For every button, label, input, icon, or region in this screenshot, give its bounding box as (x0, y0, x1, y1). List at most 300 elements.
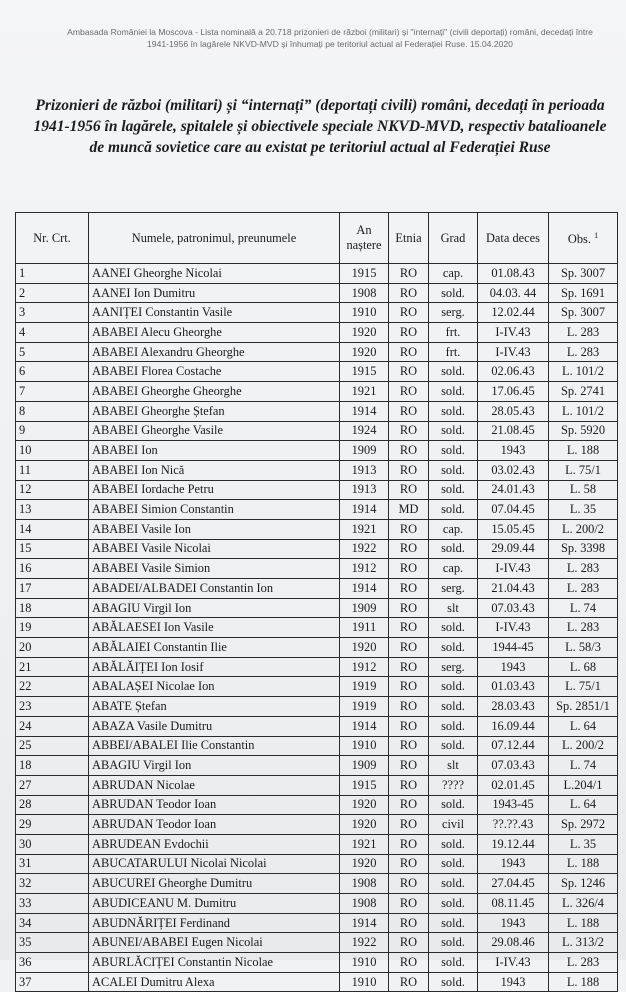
cell-nr: 22 (16, 677, 89, 697)
cell-nr: 30 (16, 834, 89, 854)
cell-rank: serg. (429, 303, 478, 323)
cell-rank: sold. (429, 539, 478, 559)
cell-obs: L. 188 (549, 854, 618, 874)
cell-date: 04.03. 44 (478, 283, 549, 303)
cell-obs: L. 313/2 (549, 933, 618, 953)
cell-year: 1920 (340, 815, 389, 835)
table-row (16, 500, 618, 520)
cell-ethnicity: RO (389, 913, 429, 933)
cell-name: ABADEI/ALBADEI Constantin Ion (89, 579, 340, 599)
cell-year: 1920 (340, 638, 389, 658)
cell-obs: L. 64 (549, 716, 618, 736)
cell-ethnicity: MD (389, 500, 429, 520)
cell-date: 01.08.43 (478, 264, 549, 284)
cell-obs: L. 101/2 (549, 401, 618, 421)
cell-rank: cap. (429, 559, 478, 579)
cell-year: 1922 (340, 539, 389, 559)
cell-year: 1920 (340, 795, 389, 815)
cell-rank: sold. (429, 480, 478, 500)
cell-obs: Sp. 3007 (549, 303, 618, 323)
cell-rank: sold. (429, 834, 478, 854)
cell-nr: 11 (16, 460, 89, 480)
table-row (16, 854, 618, 874)
cell-date: 21.04.43 (478, 579, 549, 599)
cell-year: 1912 (340, 657, 389, 677)
cell-name: ABUNEI/ABABEI Eugen Nicolai (89, 933, 340, 953)
cell-obs: L. 75/1 (549, 460, 618, 480)
table-row (16, 382, 618, 402)
cell-date: I-IV.43 (478, 559, 549, 579)
cell-ethnicity: RO (389, 618, 429, 638)
cell-ethnicity: RO (389, 933, 429, 953)
cell-rank: sold. (429, 736, 478, 756)
cell-year: 1914 (340, 716, 389, 736)
cell-ethnicity: RO (389, 441, 429, 461)
cell-name: ABABEI Simion Constantin (89, 500, 340, 520)
cell-date: 12.02.44 (478, 303, 549, 323)
cell-date: 19.12.44 (478, 834, 549, 854)
cell-obs: L. 58 (549, 480, 618, 500)
cell-name: ABABEI Alexandru Gheorghe (89, 342, 340, 362)
cell-ethnicity: RO (389, 382, 429, 402)
cell-obs: Sp. 3398 (549, 539, 618, 559)
cell-year: 1919 (340, 697, 389, 717)
cell-name: ABABEI Florea Costache (89, 362, 340, 382)
cell-obs: L. 74 (549, 598, 618, 618)
cell-year: 1915 (340, 775, 389, 795)
col-header-nr: Nr. Crt. (16, 213, 89, 264)
cell-obs: L. 188 (549, 441, 618, 461)
table-row (16, 953, 618, 973)
cell-nr: 21 (16, 657, 89, 677)
cell-date: 03.02.43 (478, 460, 549, 480)
cell-name: ABABEI Vasile Nicolai (89, 539, 340, 559)
cell-year: 1920 (340, 323, 389, 343)
cell-rank: sold. (429, 933, 478, 953)
table-row (16, 480, 618, 500)
cell-year: 1908 (340, 283, 389, 303)
table-row (16, 618, 618, 638)
cell-ethnicity: RO (389, 894, 429, 914)
cell-ethnicity: RO (389, 421, 429, 441)
table-row (16, 815, 618, 835)
cell-name: ABĂLAIEI Constantin Ilie (89, 638, 340, 658)
col-header-rank: Grad (429, 213, 478, 264)
cell-ethnicity: RO (389, 303, 429, 323)
cell-obs: L. 188 (549, 972, 618, 992)
cell-obs: Sp. 3007 (549, 264, 618, 284)
cell-year: 1909 (340, 756, 389, 776)
cell-date: 15.05.45 (478, 519, 549, 539)
cell-ethnicity: RO (389, 539, 429, 559)
cell-date: 07.03.43 (478, 598, 549, 618)
cell-date: 1943 (478, 854, 549, 874)
cell-date: I-IV.43 (478, 342, 549, 362)
table-row (16, 933, 618, 953)
cell-ethnicity: RO (389, 657, 429, 677)
cell-year: 1914 (340, 401, 389, 421)
cell-rank: sold. (429, 854, 478, 874)
cell-nr: 28 (16, 795, 89, 815)
cell-name: ABABEI Vasile Ion (89, 519, 340, 539)
cell-nr: 13 (16, 500, 89, 520)
cell-obs: L. 58/3 (549, 638, 618, 658)
cell-obs: L. 35 (549, 834, 618, 854)
cell-obs: L. 74 (549, 756, 618, 776)
table-row (16, 441, 618, 461)
cell-nr: 33 (16, 894, 89, 914)
cell-ethnicity: RO (389, 736, 429, 756)
cell-rank: serg. (429, 579, 478, 599)
cell-rank: sold. (429, 441, 478, 461)
cell-obs: L. 283 (549, 618, 618, 638)
col-header-date: Data deces (478, 213, 549, 264)
cell-name: AANEI Ion Dumitru (89, 283, 340, 303)
cell-date: 21.08.45 (478, 421, 549, 441)
cell-name: ABUCUREI Gheorghe Dumitru (89, 874, 340, 894)
cell-obs: L. 64 (549, 795, 618, 815)
cell-obs: L.204/1 (549, 775, 618, 795)
cell-date: 16.09.44 (478, 716, 549, 736)
cell-name: ABRUDAN Nicolae (89, 775, 340, 795)
cell-date: 08.11.45 (478, 894, 549, 914)
cell-nr: 8 (16, 401, 89, 421)
header-note: Ambasada României la Moscova - Lista nominală a 20.718 prizonieri de război (militari) și "internați" (civili deportați) români, decedați între 1941-1956 în lagărele NKVD-MVD și înhumați pe teritoriul actual al Federației Ruse. 15.04.2020 (67, 27, 593, 49)
table-row (16, 972, 618, 992)
cell-date: 07.12.44 (478, 736, 549, 756)
cell-date: 01.03.43 (478, 677, 549, 697)
cell-date: 29.08.46 (478, 933, 549, 953)
cell-date: 28.03.43 (478, 697, 549, 717)
cell-year: 1908 (340, 894, 389, 914)
cell-nr: 4 (16, 323, 89, 343)
cell-ethnicity: RO (389, 874, 429, 894)
cell-rank: frt. (429, 342, 478, 362)
cell-date: 1943 (478, 441, 549, 461)
table-row (16, 913, 618, 933)
cell-name: ABABEI Gheorghe Vasile (89, 421, 340, 441)
cell-year: 1913 (340, 480, 389, 500)
cell-ethnicity: RO (389, 264, 429, 284)
cell-year: 1908 (340, 874, 389, 894)
cell-year: 1912 (340, 559, 389, 579)
table-row (16, 342, 618, 362)
cell-nr: 1 (16, 264, 89, 284)
cell-year: 1919 (340, 677, 389, 697)
table-row (16, 775, 618, 795)
cell-ethnicity: RO (389, 854, 429, 874)
cell-year: 1910 (340, 736, 389, 756)
cell-rank: sold. (429, 460, 478, 480)
cell-obs: L. 283 (549, 579, 618, 599)
cell-nr: 9 (16, 421, 89, 441)
cell-rank: sold. (429, 894, 478, 914)
cell-rank: civil (429, 815, 478, 835)
cell-name: ABUDICEANU M. Dumitru (89, 894, 340, 914)
cell-nr: 27 (16, 775, 89, 795)
table-row (16, 539, 618, 559)
cell-rank: sold. (429, 795, 478, 815)
cell-ethnicity: RO (389, 716, 429, 736)
cell-nr: 5 (16, 342, 89, 362)
cell-obs: Sp. 2741 (549, 382, 618, 402)
cell-obs: L. 188 (549, 913, 618, 933)
table-row (16, 460, 618, 480)
cell-nr: 29 (16, 815, 89, 835)
col-header-year: An naștere (340, 213, 389, 264)
cell-ethnicity: RO (389, 697, 429, 717)
cell-name: ABAGIU Virgil Ion (89, 598, 340, 618)
cell-date: 29.09.44 (478, 539, 549, 559)
cell-year: 1921 (340, 519, 389, 539)
table-row (16, 736, 618, 756)
cell-obs: L. 101/2 (549, 362, 618, 382)
cell-rank: sold. (429, 283, 478, 303)
table-row (16, 362, 618, 382)
cell-year: 1921 (340, 382, 389, 402)
table-row (16, 638, 618, 658)
cell-date: 1944-45 (478, 638, 549, 658)
cell-rank: ???? (429, 775, 478, 795)
cell-ethnicity: RO (389, 460, 429, 480)
cell-nr: 3 (16, 303, 89, 323)
cell-obs: L. 283 (549, 323, 618, 343)
cell-rank: serg. (429, 657, 478, 677)
table-row (16, 519, 618, 539)
cell-name: ABBEI/ABALEI Ilie Constantin (89, 736, 340, 756)
cell-date: 27.04.45 (478, 874, 549, 894)
table-row (16, 283, 618, 303)
cell-nr: 6 (16, 362, 89, 382)
table-row (16, 401, 618, 421)
cell-rank: frt. (429, 323, 478, 343)
cell-obs: Sp. 5920 (549, 421, 618, 441)
footnote-marker: 1 (594, 231, 599, 241)
cell-ethnicity: RO (389, 972, 429, 992)
cell-ethnicity: RO (389, 362, 429, 382)
col-header-ethnicity: Etnia (389, 213, 429, 264)
cell-obs: L. 283 (549, 559, 618, 579)
table-row (16, 579, 618, 599)
cell-year: 1920 (340, 854, 389, 874)
cell-nr: 31 (16, 854, 89, 874)
cell-nr: 12 (16, 480, 89, 500)
col-header-obs-label: Obs. (567, 232, 591, 247)
cell-date: 02.06.43 (478, 362, 549, 382)
cell-nr: 23 (16, 697, 89, 717)
cell-rank: slt (429, 756, 478, 776)
col-header-name: Numele, patronimul, preunumele (89, 213, 340, 264)
cell-nr: 36 (16, 953, 89, 973)
cell-obs: Sp. 1246 (549, 874, 618, 894)
cell-nr: 18 (16, 756, 89, 776)
cell-obs: L. 35 (549, 500, 618, 520)
cell-rank: sold. (429, 638, 478, 658)
cell-obs: L. 200/2 (549, 519, 618, 539)
cell-nr: 34 (16, 913, 89, 933)
cell-ethnicity: RO (389, 401, 429, 421)
cell-year: 1921 (340, 834, 389, 854)
cell-nr: 7 (16, 382, 89, 402)
cell-rank: slt (429, 598, 478, 618)
cell-nr: 14 (16, 519, 89, 539)
cell-nr: 10 (16, 441, 89, 461)
cell-date: I-IV.43 (478, 618, 549, 638)
cell-rank: sold. (429, 401, 478, 421)
cell-obs: Sp. 2972 (549, 815, 618, 835)
cell-name: ABRUDAN Teodor Ioan (89, 815, 340, 835)
cell-nr: 32 (16, 874, 89, 894)
cell-obs: L. 283 (549, 953, 618, 973)
table-row (16, 598, 618, 618)
cell-ethnicity: RO (389, 775, 429, 795)
cell-nr: 20 (16, 638, 89, 658)
cell-date: 17.06.45 (478, 382, 549, 402)
cell-nr: 15 (16, 539, 89, 559)
cell-date: ??.??.43 (478, 815, 549, 835)
cell-year: 1914 (340, 579, 389, 599)
cell-ethnicity: RO (389, 953, 429, 973)
cell-date: 1943-45 (478, 795, 549, 815)
table-row (16, 756, 618, 776)
cell-date: 07.04.45 (478, 500, 549, 520)
table-header-row (16, 213, 618, 264)
cell-name: ABUCATARULUI Nicolai Nicolai (89, 854, 340, 874)
cell-rank: sold. (429, 618, 478, 638)
cell-year: 1911 (340, 618, 389, 638)
cell-name: ABĂLĂIȚEI Ion Iosif (89, 657, 340, 677)
cell-ethnicity: RO (389, 815, 429, 835)
cell-name: ABABEI Gheorghe Ștefan (89, 401, 340, 421)
document-title: Prizonieri de război (militari) și “internați” (deportați civili) români, decedați în perioada 1941-1956 în lagărele, spitalele și obiectivele speciale NKVD-MVD, respectiv batalioanele de muncă sovietice care au existat pe teritoriul actual al Federației Ruse (33, 97, 607, 156)
cell-ethnicity: RO (389, 598, 429, 618)
table-row (16, 559, 618, 579)
cell-year: 1920 (340, 342, 389, 362)
cell-ethnicity: RO (389, 519, 429, 539)
table-row (16, 874, 618, 894)
cell-nr: 17 (16, 579, 89, 599)
cell-rank: cap. (429, 264, 478, 284)
col-header-obs (549, 213, 618, 264)
cell-name: ABABEI Ion Nică (89, 460, 340, 480)
cell-name: ABUDNĂRIȚEI Ferdinand (89, 913, 340, 933)
table-row (16, 421, 618, 441)
cell-year: 1914 (340, 913, 389, 933)
cell-date: 24.01.43 (478, 480, 549, 500)
cell-name: AANEI Gheorghe Nicolai (89, 264, 340, 284)
cell-year: 1909 (340, 598, 389, 618)
cell-ethnicity: RO (389, 677, 429, 697)
cell-date: I-IV.43 (478, 323, 549, 343)
table-row (16, 894, 618, 914)
cell-ethnicity: RO (389, 480, 429, 500)
cell-year: 1910 (340, 972, 389, 992)
cell-year: 1910 (340, 303, 389, 323)
cell-date: 07.03.43 (478, 756, 549, 776)
table-row (16, 677, 618, 697)
cell-obs: L. 326/4 (549, 894, 618, 914)
cell-nr: 24 (16, 716, 89, 736)
cell-name: ABABEI Gheorghe Gheorghe (89, 382, 340, 402)
cell-nr: 2 (16, 283, 89, 303)
cell-ethnicity: RO (389, 638, 429, 658)
cell-year: 1910 (340, 953, 389, 973)
cell-date: 1943 (478, 657, 549, 677)
cell-nr: 16 (16, 559, 89, 579)
cell-name: ABABEI Vasile Simion (89, 559, 340, 579)
cell-name: ABABEI Ion (89, 441, 340, 461)
cell-rank: sold. (429, 972, 478, 992)
cell-name: ABAGIU Virgil Ion (89, 756, 340, 776)
cell-rank: sold. (429, 362, 478, 382)
cell-date: I-IV.43 (478, 953, 549, 973)
table-row (16, 323, 618, 343)
cell-year: 1915 (340, 264, 389, 284)
cell-obs: L. 75/1 (549, 677, 618, 697)
table-row (16, 834, 618, 854)
cell-name: ABRUDEAN Evdochii (89, 834, 340, 854)
cell-year: 1909 (340, 441, 389, 461)
cell-ethnicity: RO (389, 342, 429, 362)
cell-year: 1924 (340, 421, 389, 441)
cell-ethnicity: RO (389, 579, 429, 599)
cell-ethnicity: RO (389, 795, 429, 815)
cell-name: ABALAȘEI Nicolae Ion (89, 677, 340, 697)
cell-date: 1943 (478, 913, 549, 933)
cell-ethnicity: RO (389, 756, 429, 776)
cell-rank: sold. (429, 697, 478, 717)
cell-year: 1915 (340, 362, 389, 382)
cell-rank: sold. (429, 382, 478, 402)
cell-ethnicity: RO (389, 834, 429, 854)
cell-ethnicity: RO (389, 283, 429, 303)
cell-ethnicity: RO (389, 323, 429, 343)
cell-rank: sold. (429, 677, 478, 697)
cell-obs: Sp. 2851/1 (549, 697, 618, 717)
cell-name: ABURLĂCIȚEI Constantin Nicolae (89, 953, 340, 973)
cell-ethnicity: RO (389, 559, 429, 579)
cell-date: 1943 (478, 972, 549, 992)
cell-obs: L. 200/2 (549, 736, 618, 756)
cell-rank: sold. (429, 421, 478, 441)
cell-obs: Sp. 1691 (549, 283, 618, 303)
table-row (16, 697, 618, 717)
table-row (16, 795, 618, 815)
cell-rank: sold. (429, 716, 478, 736)
cell-rank: cap. (429, 519, 478, 539)
cell-name: AANIȚEI Constantin Vasile (89, 303, 340, 323)
cell-name: ABABEI Iordache Petru (89, 480, 340, 500)
cell-name: ACALEI Dumitru Alexa (89, 972, 340, 992)
cell-nr: 19 (16, 618, 89, 638)
cell-rank: sold. (429, 500, 478, 520)
cell-name: ABRUDAN Teodor Ioan (89, 795, 340, 815)
cell-nr: 18 (16, 598, 89, 618)
cell-obs: L. 283 (549, 342, 618, 362)
table-row (16, 657, 618, 677)
table-row (16, 264, 618, 284)
cell-obs: L. 68 (549, 657, 618, 677)
prisoner-table (15, 212, 618, 992)
table-row (16, 716, 618, 736)
cell-name: ABABEI Alecu Gheorghe (89, 323, 340, 343)
cell-name: ABAZA Vasile Dumitru (89, 716, 340, 736)
cell-date: 02.01.45 (478, 775, 549, 795)
table-row (16, 303, 618, 323)
cell-year: 1913 (340, 460, 389, 480)
cell-rank: sold. (429, 953, 478, 973)
cell-date: 28.05.43 (478, 401, 549, 421)
